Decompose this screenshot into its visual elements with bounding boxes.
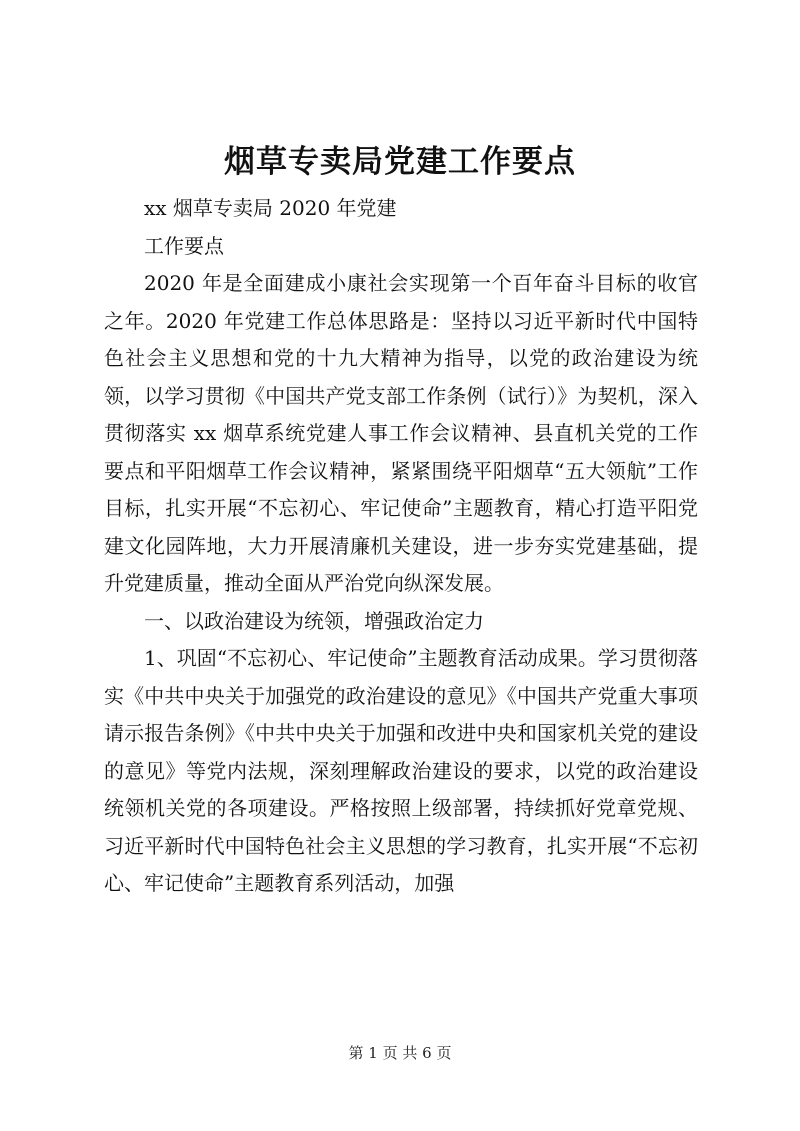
document-title: 烟草专卖局党建工作要点: [224, 144, 576, 180]
document-body: [104, 190, 698, 903]
subtitle-line-2: 工作要点: [144, 233, 224, 258]
paragraph-item-1: 1、巩固“不忘初心、牢记使命”主题教育活动成果。学习贯彻落实《中共中央关于加强党的政治建设的意见》《中国共产党重大事项请示报告条例》《中共中央关于加强和改进中央和国家机关党的建设的意见》等党内法规，深刻理解政治建设的要求，以党的政治建设统领机关党的各项建设。严格按照上级部署，持续抓好党章党规、习近平新时代中国特色社会主义思想的学习教育，扎实开展“不忘初心、牢记使命”主题教育系列活动，加强: [104, 646, 698, 895]
paragraph-intro: 2020 年是全面建成小康社会实现第一个百年奋斗目标的收官之年。2020 年党建工作总体思路是：坚持以习近平新时代中国特色社会主义思想和党的十九大精神为指导，以党的政治建设为统领，以学习贯彻《中国共产党支部工作条例（试行）》为契机，深入贯彻落实 xx 烟草系统党建人事工作会议精神、县直机关党的工作要点和平阳烟草工作会议精神，紧紧围绕平阳烟草“五大领航”工作目标，扎实开展“不忘初心、牢记使命”主题教育，精心打造平阳党建文化园阵地，大力开展清廉机关建设，进一步夯实党建基础，提升党建质量，推动全面从严治党向纵深发展。: [104, 271, 698, 595]
section-heading-1: 一、以政治建设为统领，增强政治定力: [144, 608, 484, 633]
page-number-footer: 第 1 页 共 6 页: [348, 1044, 452, 1062]
subtitle-line-1: xx 烟草专卖局 2020 年党建: [144, 196, 397, 220]
